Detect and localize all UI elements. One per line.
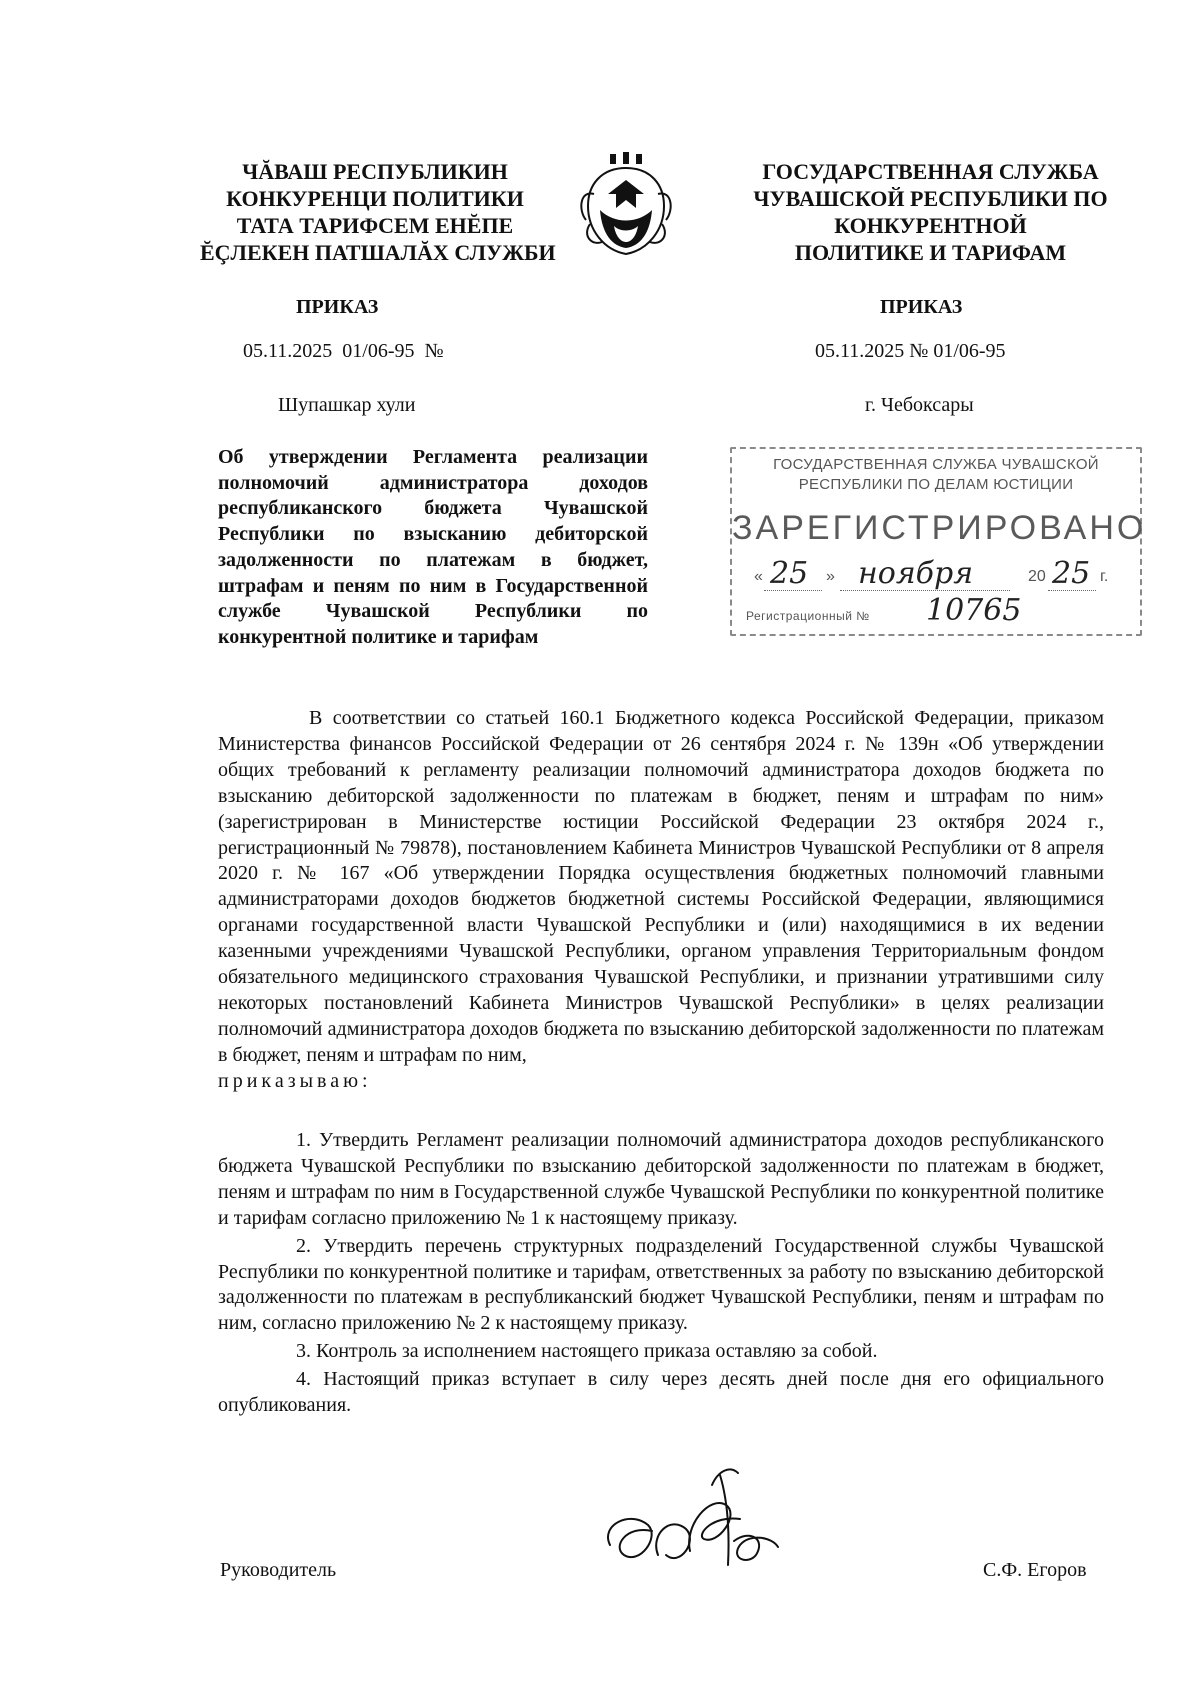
header-line: ЧĂВАШ РЕСПУБЛИКИН [242,159,508,184]
stamp-quote-open: « [754,568,763,585]
header-chuvash [200,158,556,266]
header-line: ГОСУДАРСТВЕННАЯ СЛУЖБА [762,159,1099,184]
stamp-registration [746,593,1126,629]
stamp-status: ЗАРЕГИСТРИРОВАНО [732,509,1147,547]
order-items [218,1128,1104,1419]
stamp-quote-close: » [826,568,835,585]
order-item: 3. Контроль за исполнением настоящего приказа оставляю за собой. [296,1340,878,1363]
handwritten-signature [600,1455,780,1585]
order-number-left: 05.11.2025 01/06-95 № [243,340,444,362]
stamp-org-line: РЕСПУБЛИКИ ПО ДЕЛАМ ЮСТИЦИИ [798,476,1074,493]
header-line: ĔÇЛЕКЕН ПАТШАЛĂХ СЛУЖБИ [200,240,556,265]
header-line: ПОЛИТИКЕ И ТАРИФАМ [794,240,1067,265]
preamble [218,706,1104,1095]
order-item: 4. Настоящий приказ вступает в силу через десять дней после дня его официального опубликования. [218,1368,1104,1417]
order-item: 1. Утвердить Регламент реализации полномочий администратора доходов республиканского бюджета Чувашской Республики по взысканию дебиторской задолженности по платежам в бюджет, пеням и штрафам по ним в Государственной службе Чувашской Республики по конкурентной политике и тарифам согласно приложению № 1 к настоящему приказу. [218,1129,1104,1229]
stamp-month: ноября [858,556,974,591]
stamp-organization [732,455,1140,495]
stamp-org-line: ГОСУДАРСТВЕННАЯ СЛУЖБА ЧУВАШСКОЙ [773,456,1099,473]
signer-position: Руководитель [220,1559,337,1581]
stamp-reg-label: Регистрационный № [746,609,870,623]
order-word: приказываю: [218,1069,372,1092]
coat-of-arms-icon [574,150,678,262]
header-line: КОНКУРЕНЦИ ПОЛИТИКИ [226,186,524,211]
stamp-reg-number: 10765 [926,593,1022,628]
header-line: КОНКУРЕНТНОЙ [834,213,1027,238]
stamp-date [754,556,1124,594]
order-title-right: ПРИКАЗ [880,296,963,318]
header-line: ЧУВАШСКОЙ РЕСПУБЛИКИ ПО [753,186,1108,211]
order-title-left: ПРИКАЗ [296,296,379,318]
city-left: Шупашкар хули [278,394,416,416]
stamp-year-unit: г. [1100,568,1109,585]
preamble-text: В соответствии со статьей 160.1 Бюджетного кодекса Российской Федерации, приказом Министерства финансов Российской Федерации от 26 сентября 2024 г. № 139н «Об утверждении общих требований к регламенту реализации полномочий администратора доходов бюджета по взысканию дебиторской задолженности по платежам в бюджет, пеням и штрафам по ним» (зарегистрирован в Министерстве юстиции Российской Федерации 23 октября 2024 г., регистрационный № 79878), постановлением Кабинета Министров Чувашской Республики от 8 апреля 2020 г. № 167 «Об утверждении Порядка осуществления бюджетных полномочий главными администраторами доходов бюджетов бюджетной системы Российской Федерации, являющимися органами государственной власти Чувашской Республики и (или) находящимися в их ведении казенными учреждениями Чувашской Республики, органом управления Территориальным фондом обязательного медицинского страхования Чувашской Республики, и признании утратившими силу некоторых постановлений Кабинета Министров Чувашской Республики» в целях реализации полномочий администратора доходов бюджета по взысканию дебиторской задолженности по платежам в бюджет, пеням и штрафам по ним, [218,707,1104,1066]
header-line: ТАТА ТАРИФСЕМ ЕНĔПЕ [236,213,514,238]
stamp-year: 25 [1052,556,1091,591]
order-number-right: 05.11.2025 № 01/06-95 [815,340,1006,362]
registration-stamp [730,447,1147,636]
order-item: 2. Утвердить перечень структурных подразделений Государственной службы Чувашской Республики по конкурентной политике и тарифам, ответственных за работу по взысканию дебиторской задолженности по платежам в республиканский бюджет Чувашской Республики, пеням и штрафам по ним, согласно приложению № 2 к настоящему приказу. [218,1234,1104,1335]
stamp-year-prefix: 20 [1028,568,1046,585]
city-right: г. Чебоксары [865,394,974,416]
header-russian [733,158,1128,266]
order-subject: Об утверждении Регламента реализации полномочий администратора доходов республиканского бюджета Чувашской Республики по взысканию дебиторской задолженности по платежам в бюджет, штрафам и пеням по ним в Государственной службе Чувашской Республики по конкурентной политике и тарифам [218,446,648,648]
signer-name: С.Ф. Егоров [983,1559,1087,1581]
stamp-day: 25 [770,556,809,591]
